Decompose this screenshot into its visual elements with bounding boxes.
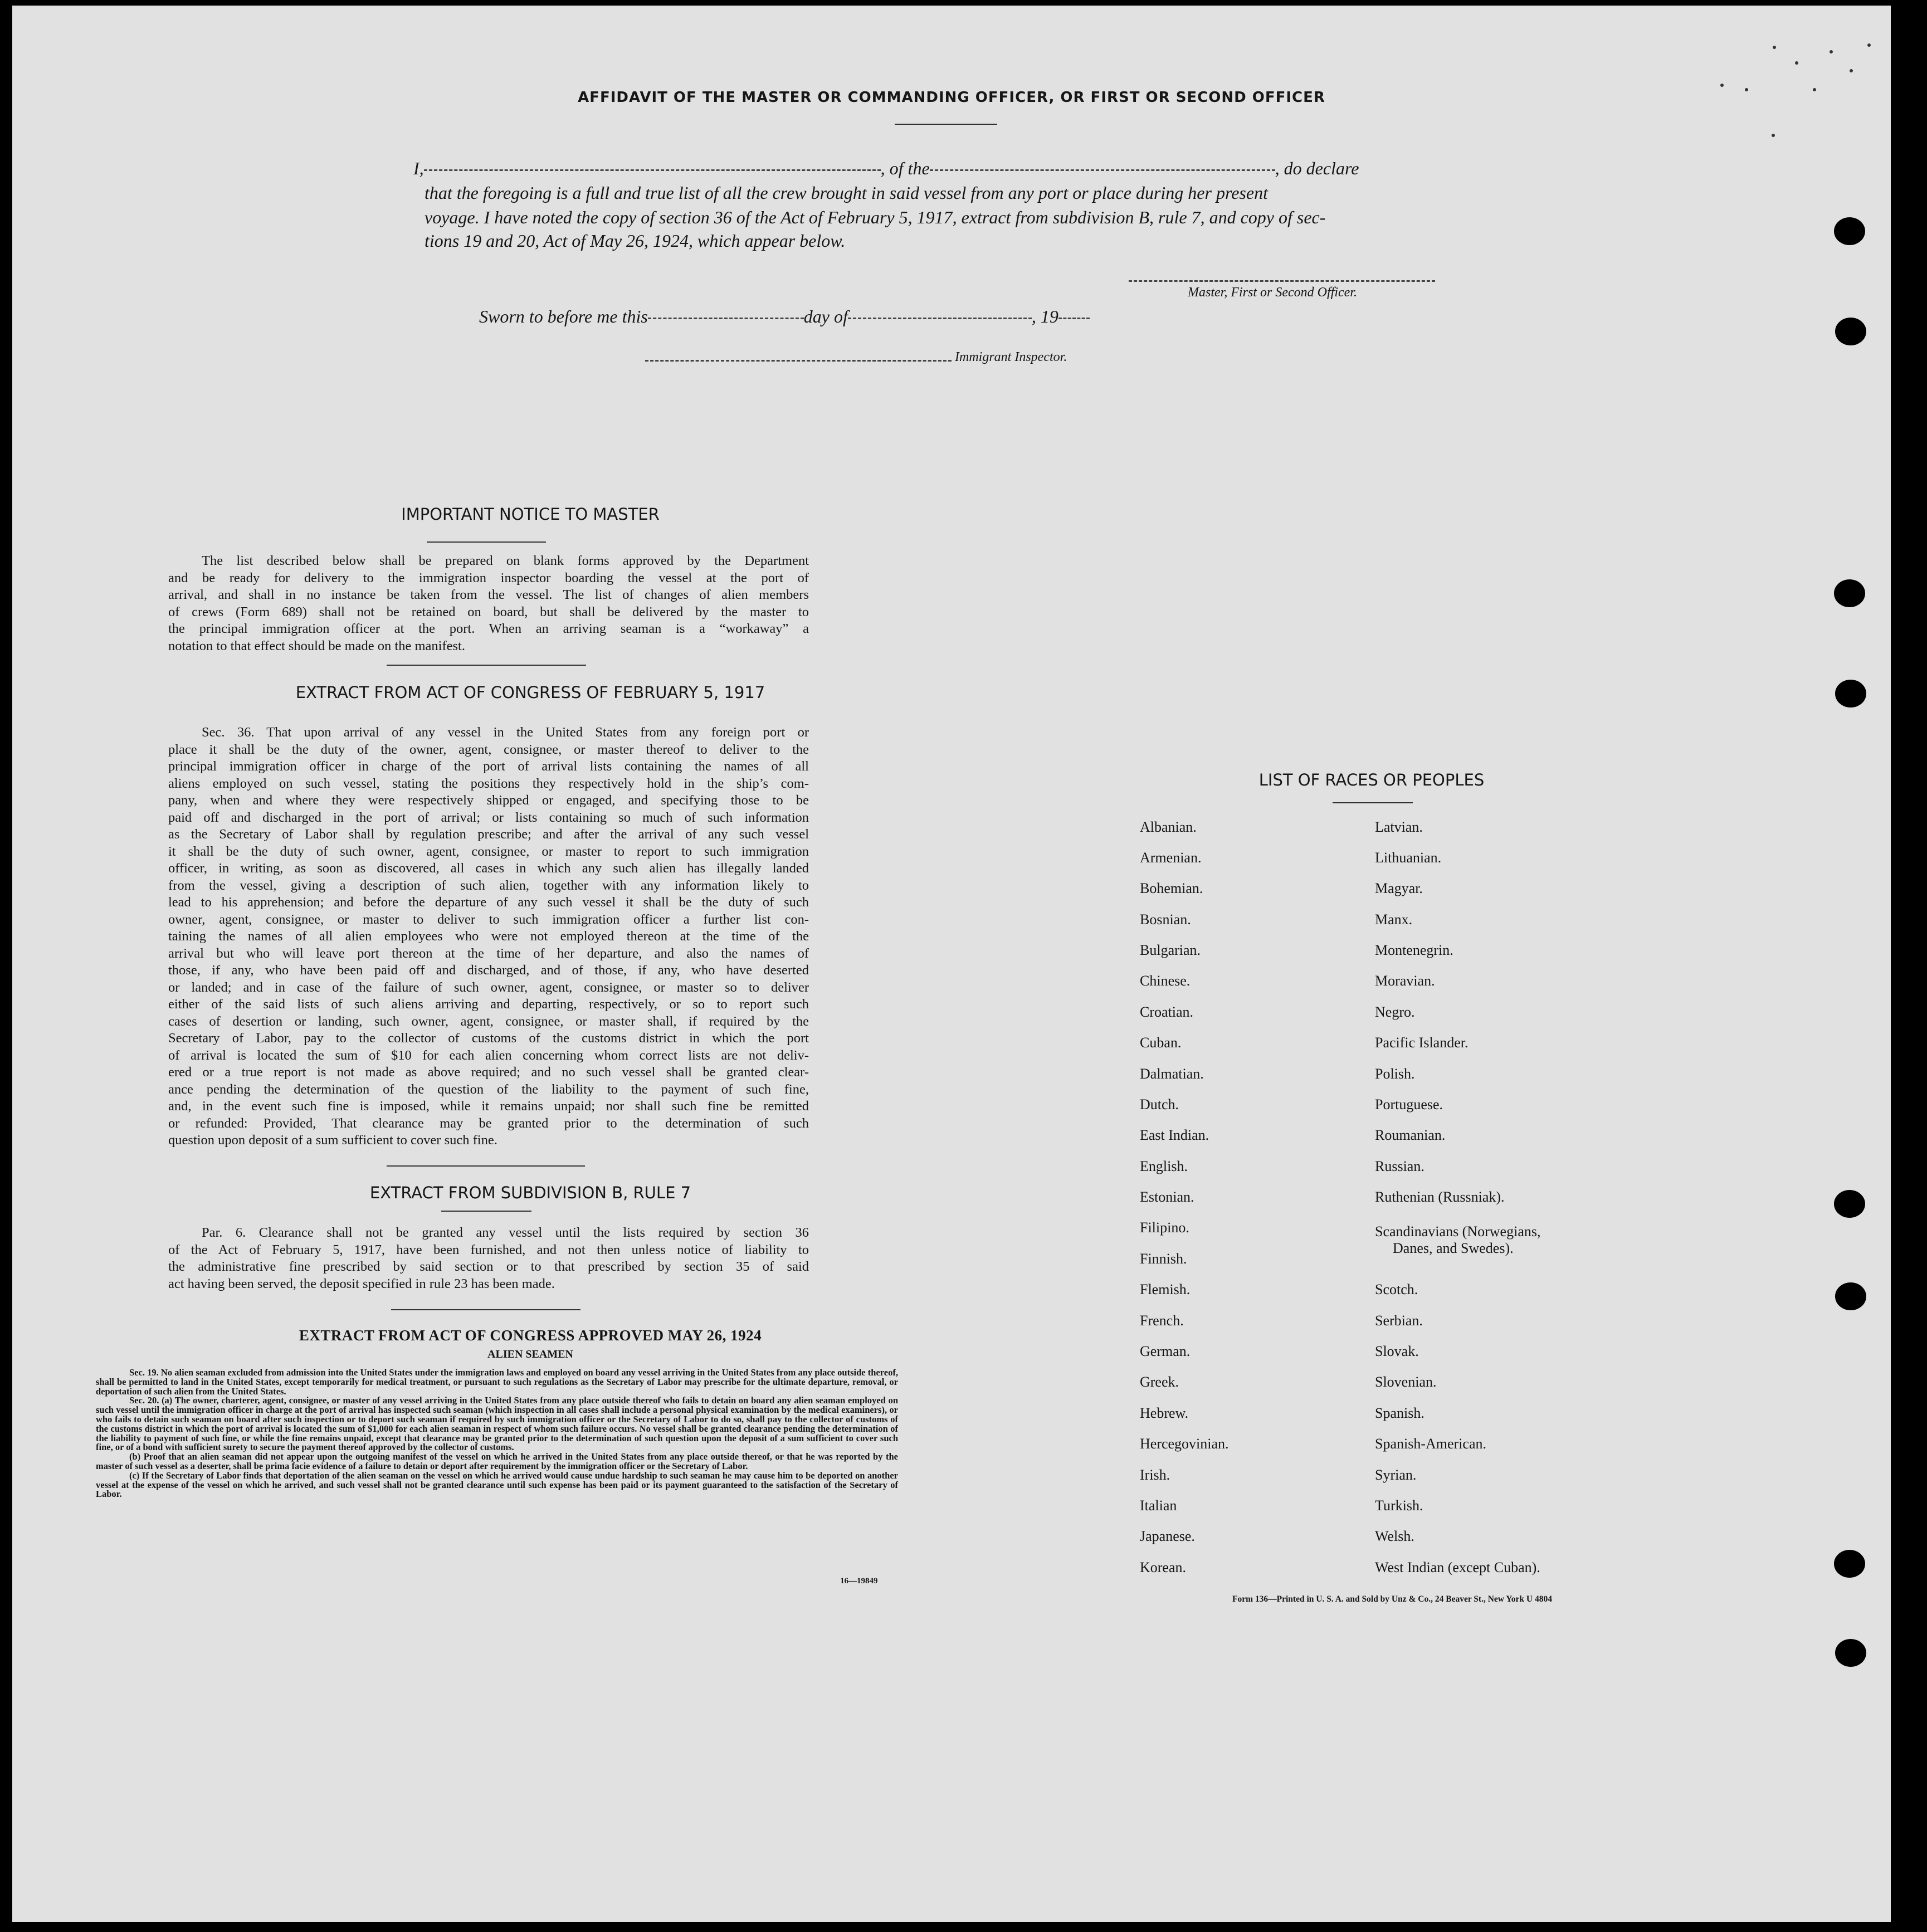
- affidavit-line-4: tions 19 and 20, Act of May 26, 1924, which appear below.: [425, 231, 846, 251]
- extract-1917-line: paid off and discharged in the port of arrival; or lists containing so much of such information: [168, 809, 809, 825]
- extract-1917-line: it shall be the duty of such owner, agent, consignee, or master to report to such immigration: [168, 843, 809, 859]
- extract-1917-line: those, if any, who have been paid off and discharged, and of those, if any, who have deserted: [168, 963, 809, 978]
- speck: [1772, 134, 1775, 137]
- race-item: Slovak.: [1375, 1343, 1419, 1359]
- speck: [1720, 84, 1724, 87]
- notice-divider: [427, 541, 546, 543]
- race-item: Irish.: [1140, 1467, 1170, 1483]
- inspector-signature-line[interactable]: [645, 360, 952, 362]
- affidavit-title: AFFIDAVIT OF THE MASTER OR COMMANDING OFFICER, OR FIRST OR SECOND OFFICER: [578, 89, 1325, 106]
- race-item: Spanish.: [1375, 1405, 1424, 1421]
- speck: [1850, 69, 1853, 72]
- race-item: Japanese.: [1140, 1528, 1195, 1544]
- extract-1917-line: from the vessel, giving a description of such alien, together with any information likely to: [168, 877, 809, 893]
- extract-1917-line: either of the said lists of such aliens arriving and departing, respectively, or so to report such: [168, 997, 809, 1012]
- race-item: Greek.: [1140, 1374, 1179, 1390]
- race-item: Bohemian.: [1140, 880, 1203, 896]
- notice-text: [168, 553, 809, 655]
- race-item: Albanian.: [1140, 819, 1197, 835]
- punch-hole: [1835, 1282, 1866, 1310]
- race-item: Armenian.: [1140, 850, 1202, 866]
- rule-7-line: the administrative fine prescribed by said section or to that prescribed by section 35 of said: [168, 1259, 809, 1274]
- punch-hole: [1834, 579, 1865, 607]
- race-item: Dutch.: [1140, 1096, 1179, 1113]
- race-item: Roumanian.: [1375, 1127, 1446, 1143]
- sworn-month-blank[interactable]: [848, 318, 1032, 319]
- speck: [1745, 88, 1748, 91]
- race-item: Chinese.: [1140, 973, 1191, 989]
- extract-1917-line: Secretary of Labor, pay to the collector of customs of the customs district in which the port: [168, 1031, 809, 1046]
- extract-1917-line: pany, when and where they were respectively shipped or engaged, and specifying those to be: [168, 793, 809, 808]
- race-item: Hercegovinian.: [1140, 1436, 1229, 1452]
- race-item: English.: [1140, 1158, 1188, 1174]
- extract-1917-line: as the Secretary of Labor shall by regulation prescribe; and after the arrival of any such vessel: [168, 827, 809, 842]
- race-item: Danes, and Swedes).: [1393, 1240, 1514, 1256]
- sworn-line: [479, 306, 1549, 327]
- extract-1924-paragraph: (c) If the Secretary of Labor finds that deportation of the alien seaman on the vessel on which he arrived would cause undue hardship to such seaman he may cause him to be deported on another vessel at the expense of the vessel on which he arrived, and such vessel shall not be granted clearance until such expense has been paid or its payment guaranteed to the satisfaction of the Secretary of Labor.: [96, 1470, 898, 1500]
- race-item: Scandinavians (Norwegians,: [1375, 1223, 1541, 1240]
- race-item: Serbian.: [1375, 1313, 1423, 1329]
- race-item: West Indian (except Cuban).: [1375, 1559, 1540, 1575]
- extract-1924-subtitle: ALIEN SEAMEN: [487, 1348, 573, 1360]
- notice-title: IMPORTANT NOTICE TO MASTER: [401, 505, 660, 524]
- speck: [1830, 50, 1833, 53]
- extract-1924-title: EXTRACT FROM ACT OF CONGRESS APPROVED MAY 26, 1924: [299, 1327, 762, 1344]
- race-item: Syrian.: [1375, 1467, 1417, 1483]
- master-caption: Master, First or Second Officer.: [1188, 285, 1357, 300]
- day-of-label: day of: [803, 306, 848, 326]
- race-item: Montenegrin.: [1375, 942, 1453, 958]
- race-item: Estonian.: [1140, 1189, 1194, 1205]
- extract-1917-line: taining the names of all alien employees who were not employed thereon at the time of the: [168, 929, 809, 944]
- form-code: 16—19849: [840, 1577, 878, 1585]
- notice-line: and be ready for delivery to the immigration inspector boarding the vessel at the port of: [168, 570, 809, 586]
- punch-hole: [1835, 318, 1866, 345]
- extract-1917-line: ered or a true report is not made as above required; and no such vessel shall be granted clear-: [168, 1065, 809, 1080]
- race-item: Ruthenian (Russniak).: [1375, 1189, 1505, 1205]
- extract-1924-paragraph: Sec. 20. (a) The owner, charterer, agent, consignee, or master of any vessel arriving in the United States from any place outside thereof who fails to detain on board any alien seaman employed on such vessel until the immigration officer in charge at the port of arrival has inspected such seaman (which inspection in all cases shall include a personal physical examination by the medical examiners), or who fails to detain such seaman on board after such inspection or to deport such seaman if required by such immigration officer or the Secretary of Labor to do so, shall pay to the collector of customs of the customs district in which the port of arrival is located the sum of $1,000 for each alien seaman in respect of whom such failure occurs. No vessel shall be granted clearance pending the determination of the liability to payment of such fine, or while the fine remains unpaid, except that clearance may be granted prior to the determination of such question upon the deposit of a sum sufficient to cover such fine, or of a bond with sufficient surety to secure the payment thereof approved by the collector of customs.: [96, 1395, 898, 1453]
- punch-hole: [1834, 217, 1865, 245]
- notice-line: arrival, and shall in no instance be taken from the vessel. The list of changes of alien members: [168, 587, 809, 602]
- i-label: I,: [413, 158, 424, 178]
- section-divider: [387, 665, 586, 666]
- race-item: Filipino.: [1140, 1219, 1189, 1236]
- affidavit-line-1: [413, 158, 1483, 179]
- punch-hole: [1834, 1550, 1865, 1578]
- race-item: Pacific Islander.: [1375, 1035, 1469, 1051]
- master-signature-line[interactable]: [1129, 280, 1435, 282]
- races-title: LIST OF RACES OR PEOPLES: [1258, 770, 1485, 789]
- race-item: German.: [1140, 1343, 1191, 1359]
- extract-1917-line: or landed; and in case of the failure of such owner, agent, consignee, or master so to deliver: [168, 979, 809, 995]
- extract-1917-line: cases of desertion or landing, such owner, agent, consignee, or master shall, if required by the: [168, 1013, 809, 1029]
- extract-1917-line: or refunded: Provided, That clearance may be granted prior to the determination of such: [168, 1115, 809, 1131]
- rule-7-divider: [441, 1211, 531, 1212]
- extract-1917-line: place it shall be the duty of the owner, agent, consignee, or master thereof to deliver to the: [168, 741, 809, 757]
- form-sheet: [12, 6, 1891, 1922]
- notice-line: notation to that effect should be made on the manifest.: [168, 638, 465, 653]
- sworn-day-blank[interactable]: [648, 318, 804, 319]
- race-item: Russian.: [1375, 1158, 1424, 1174]
- race-item: East Indian.: [1140, 1127, 1209, 1143]
- race-item: Moravian.: [1375, 973, 1435, 989]
- race-item: Turkish.: [1375, 1497, 1423, 1514]
- race-item: Flemish.: [1140, 1281, 1191, 1297]
- race-item: Finnish.: [1140, 1251, 1187, 1267]
- extract-1924-paragraph: Sec. 19. No alien seaman excluded from admission into the United States under the immigration laws and employed on board any vessel arriving in the United States from any place outside thereof, shall be permitted to land in the United States, except temporarily for medical treatment, or pursuant to such regulations as the Secretary of Labor may prescribe for the ultimate departure, removal, or deportation of such alien from the United States.: [96, 1367, 898, 1397]
- race-item: Manx.: [1375, 911, 1413, 928]
- race-item: Bosnian.: [1140, 911, 1191, 928]
- race-item: Scotch.: [1375, 1281, 1418, 1297]
- name-blank[interactable]: [424, 169, 881, 171]
- vessel-blank[interactable]: [930, 169, 1275, 171]
- speck: [1795, 61, 1798, 65]
- punch-hole: [1835, 1639, 1866, 1667]
- race-item: Hebrew.: [1140, 1405, 1189, 1421]
- race-item: Slovenian.: [1375, 1374, 1437, 1390]
- race-item: Magyar.: [1375, 880, 1423, 896]
- inspector-caption: Immigrant Inspector.: [955, 350, 1067, 364]
- rule-7-line: Par. 6. Clearance shall not be granted any vessel until the lists required by section 36: [202, 1225, 809, 1240]
- extract-1917-text: [168, 724, 809, 1149]
- extract-1924-paragraph: (b) Proof that an alien seaman did not appear upon the outgoing manifest of the vessel on which he arrived in the United States from any place outside thereof, or that he was reported by the master of such vessel as a deserter, shall be prima facie evidence of a failure to detain or deport after requirement by the immigration officer or the Secretary of Labor.: [96, 1451, 898, 1471]
- year-label: , 19: [1031, 306, 1058, 326]
- rule-7-line: of the Act of February 5, 1917, have been furnished, and not then unless notice of liability to: [168, 1242, 809, 1257]
- punch-hole: [1835, 680, 1866, 708]
- speck: [1867, 43, 1871, 47]
- race-item: Welsh.: [1375, 1528, 1414, 1544]
- rule-7-text: [168, 1224, 809, 1292]
- race-item: Latvian.: [1375, 819, 1423, 835]
- affidavit-line-3: voyage. I have noted the copy of section 36 of the Act of February 5, 1917, extract from subdivision B, rule 7, and copy of sec-: [425, 207, 1326, 227]
- speck: [1813, 88, 1816, 91]
- race-item: French.: [1140, 1313, 1184, 1329]
- speck: [1773, 46, 1776, 49]
- extract-1917-line: lead to his apprehension; and before the departure of any such vessel it shall be the duty of such: [168, 895, 809, 910]
- race-item: Korean.: [1140, 1559, 1187, 1575]
- extract-1917-line: principal immigration officer in charge of the port of arrival lists containing the names of all: [168, 759, 809, 774]
- race-item: Croatian.: [1140, 1004, 1194, 1020]
- extract-1917-line: aliens employed on such vessel, stating the positions they respectively hold in the ship’s com-: [168, 775, 809, 791]
- extract-1917-line: question upon deposit of a sum sufficient to cover such fine.: [168, 1133, 497, 1148]
- extract-1917-line: officer, in writing, as soon as discovered, all cases in which any such alien has illegally landed: [168, 861, 809, 876]
- rule-7-line: act having been served, the deposit specified in rule 23 has been made.: [168, 1276, 555, 1291]
- race-item: Bulgarian.: [1140, 942, 1201, 958]
- do-declare-label: , do declare: [1275, 158, 1359, 178]
- race-item: Portuguese.: [1375, 1096, 1443, 1113]
- punch-hole: [1834, 1190, 1865, 1218]
- sworn-year-blank[interactable]: [1058, 318, 1090, 319]
- affidavit-line-2: that the foregoing is a full and true list of all the crew brought in said vessel from any port or place during her present: [425, 183, 1268, 203]
- extract-1917-line: owner, agent, consignee, or master to deliver to such immigration officer a further list con-: [168, 911, 809, 927]
- extract-1917-line: ance pending the determination of the question of the liability to the payment of such fine,: [168, 1081, 809, 1097]
- section-divider: [391, 1309, 580, 1310]
- title-divider: [895, 124, 997, 125]
- extract-1917-line: of arrival is located the sum of $10 for each alien concerning whom correct lists are not deliv-: [168, 1047, 809, 1063]
- section-divider: [387, 1165, 585, 1167]
- race-item: Italian: [1140, 1497, 1177, 1514]
- notice-line: the principal immigration officer at the port. When an arriving seaman is a “workaway” a: [168, 621, 809, 636]
- extract-1917-line: and, in the event such fine is imposed, while it remains unpaid; nor shall such fine be remitted: [168, 1099, 809, 1114]
- race-item: Negro.: [1375, 1004, 1415, 1020]
- race-item: Lithuanian.: [1375, 850, 1442, 866]
- extract-1917-line: Sec. 36. That upon arrival of any vessel in the United States from any foreign port or: [202, 725, 809, 740]
- notice-line: of crews (Form 689) shall not be retained on board, but shall be delivered by the master to: [168, 604, 809, 619]
- races-divider: [1333, 802, 1413, 803]
- sworn-label: Sworn to before me this: [479, 306, 648, 326]
- extract-1924-text: [96, 1368, 898, 1499]
- race-item: Spanish-American.: [1375, 1436, 1487, 1452]
- race-item: Dalmatian.: [1140, 1066, 1204, 1082]
- race-item: Cuban.: [1140, 1035, 1182, 1051]
- notice-line: The list described below shall be prepared on blank forms approved by the Department: [202, 553, 809, 568]
- form-footer: Form 136—Printed in U. S. A. and Sold by Unz & Co., 24 Beaver St., New York U 4804: [1232, 1594, 1552, 1604]
- rule-7-title: EXTRACT FROM SUBDIVISION B, RULE 7: [369, 1183, 691, 1202]
- extract-1917-line: arrival but who will leave port thereon at the time of her departure, and also the names of: [168, 945, 809, 961]
- extract-1917-title: EXTRACT FROM ACT OF CONGRESS OF FEBRUARY 5, 1917: [295, 683, 765, 702]
- of-the-label: , of the: [880, 158, 930, 178]
- race-item: Polish.: [1375, 1066, 1415, 1082]
